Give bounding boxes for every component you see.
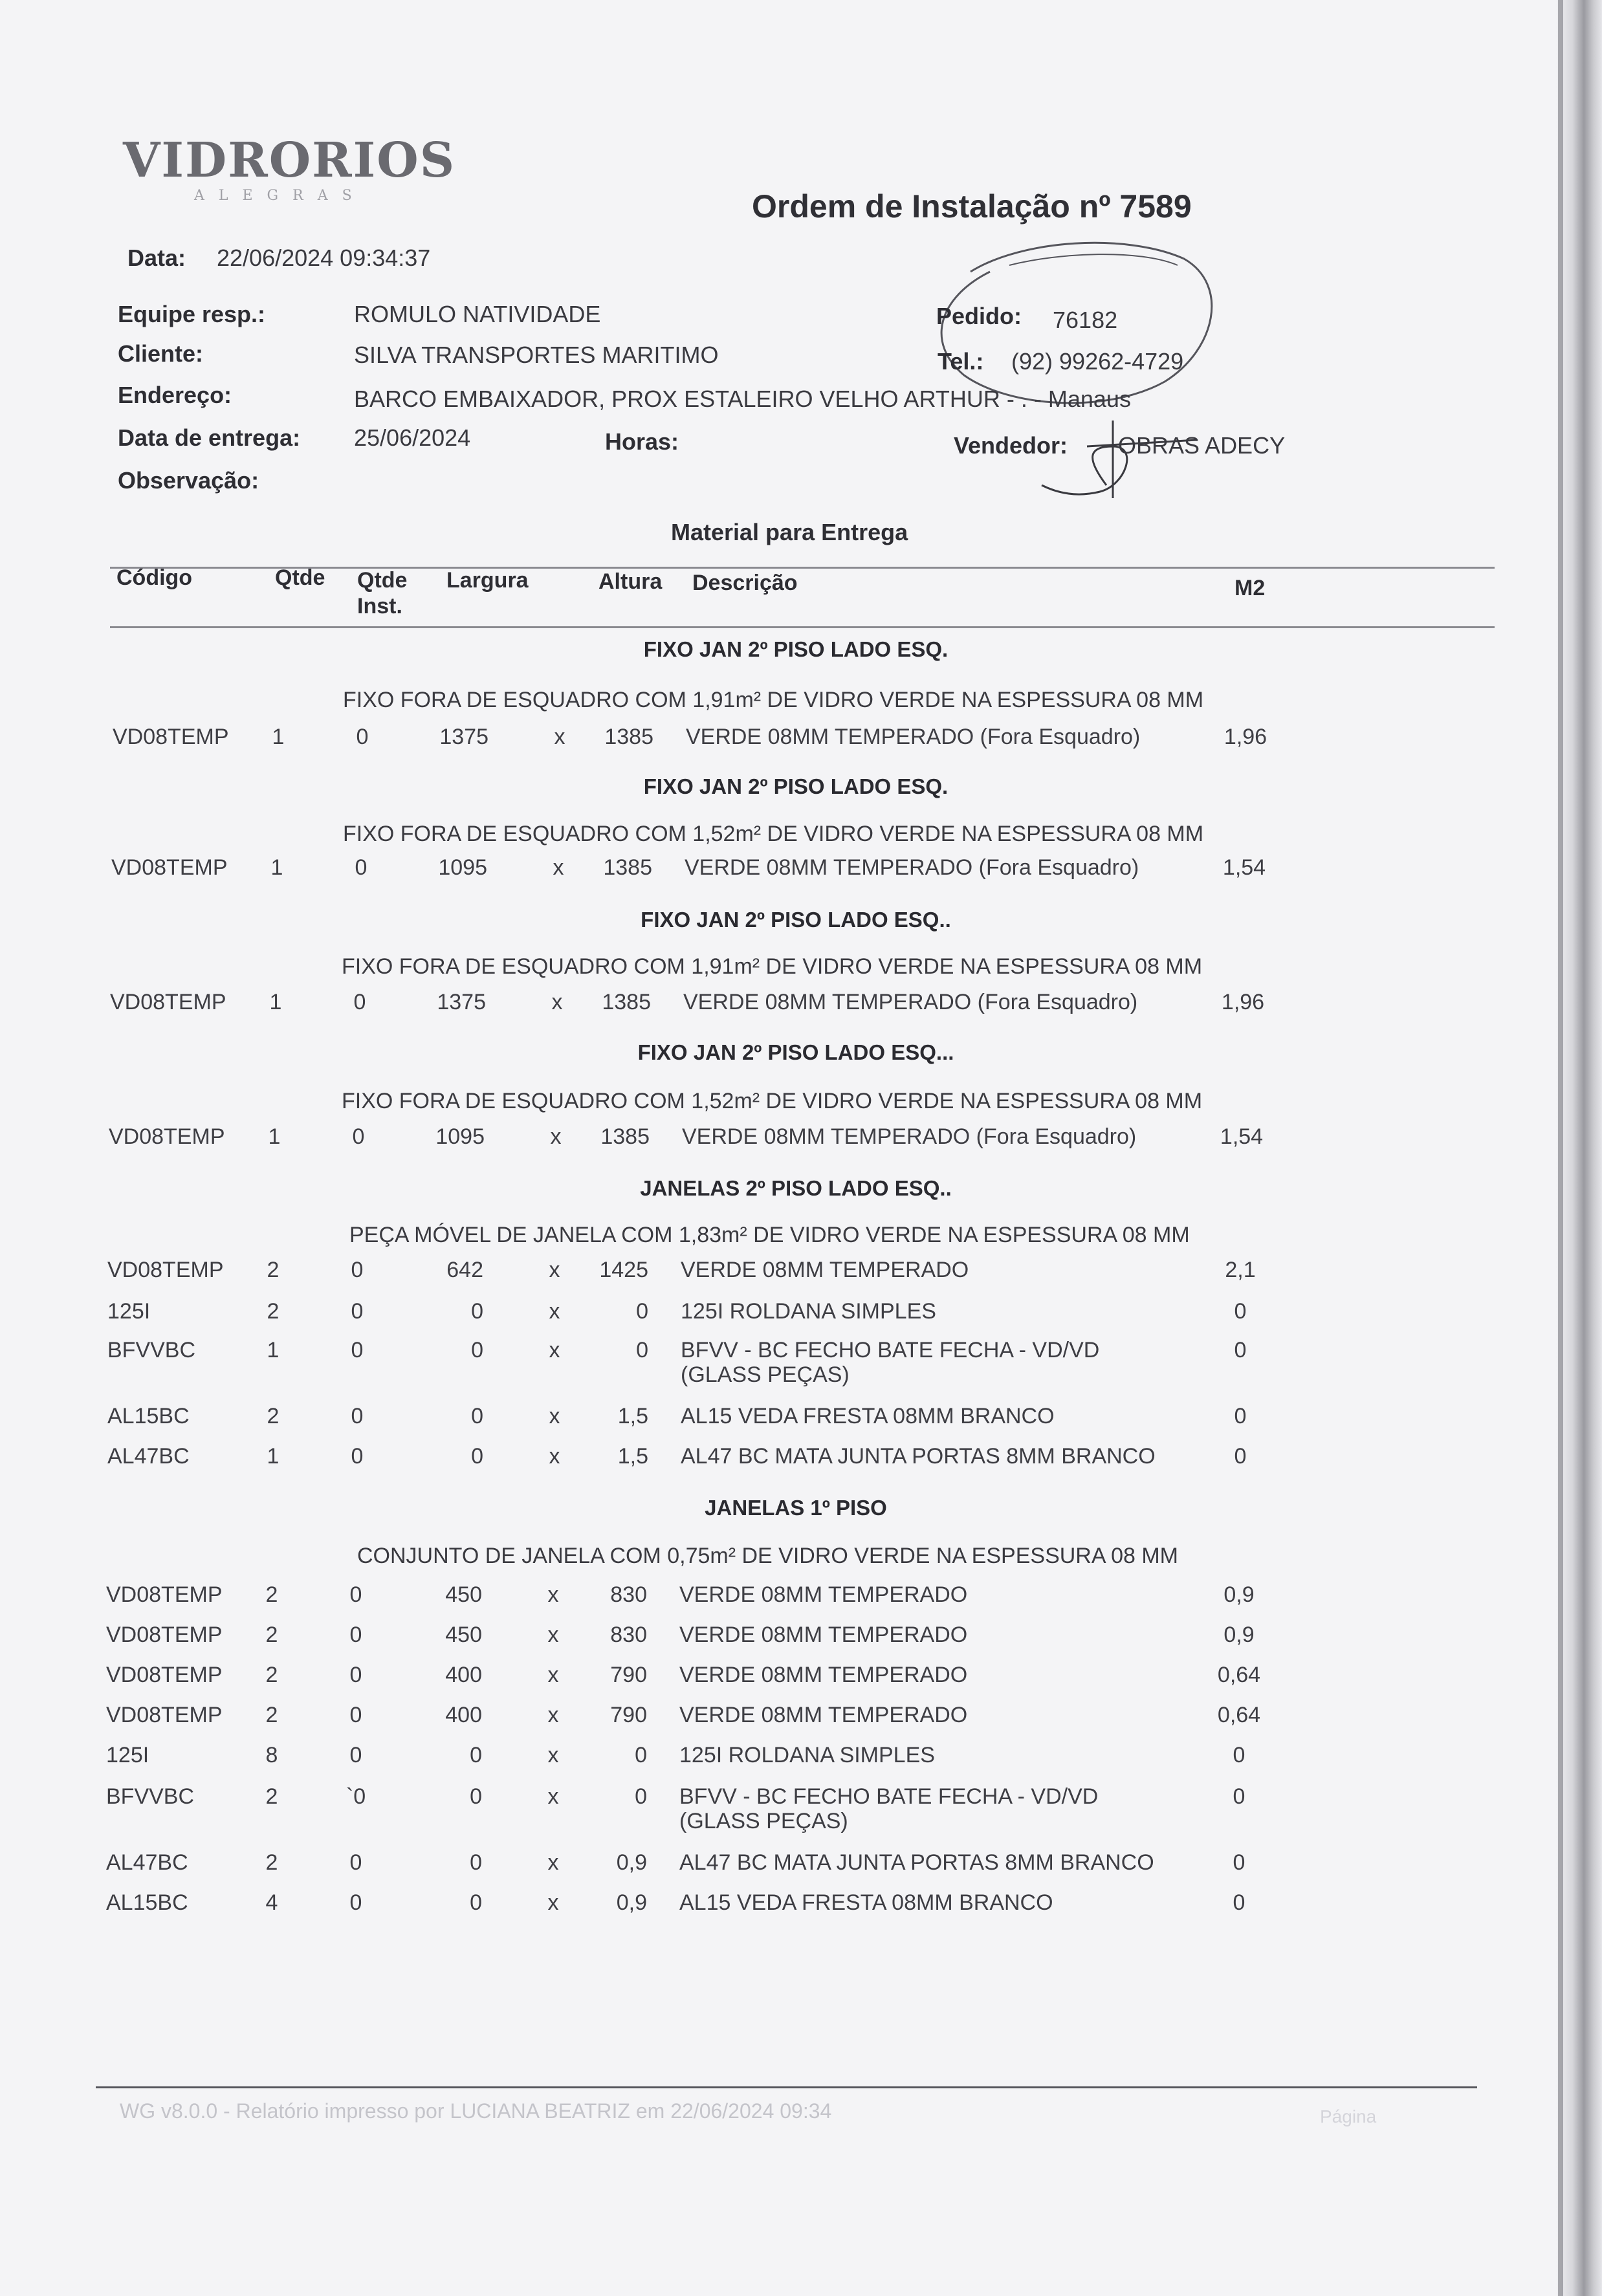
section-title: JANELAS 2º PISO LADO ESQ.. bbox=[640, 1176, 952, 1200]
table-cell-codigo: 125I bbox=[107, 1299, 151, 1324]
table-cell-codigo: BFVVBC bbox=[106, 1784, 195, 1809]
client-label: Cliente: bbox=[118, 340, 204, 367]
table-cell-codigo: VD08TEMP bbox=[106, 1703, 223, 1727]
table-cell-m2: 0 bbox=[1234, 1338, 1247, 1362]
order-label: Pedido: bbox=[936, 303, 1022, 329]
table-cell-m2: 0 bbox=[1234, 1404, 1247, 1428]
table-cell-descricao: AL47 BC MATA JUNTA PORTAS 8MM BRANCO bbox=[681, 1444, 1156, 1469]
table-cell-x: x bbox=[549, 1444, 560, 1469]
table-cell-codigo: VD08TEMP bbox=[106, 1663, 223, 1687]
table-cell-m2: 0,9 bbox=[1223, 1623, 1255, 1647]
table-cell-altura: 830 bbox=[610, 1623, 647, 1647]
table-cell-descricao: AL15 VEDA FRESTA 08MM BRANCO bbox=[681, 1404, 1055, 1428]
table-cell-qtde: 2 bbox=[265, 1784, 278, 1809]
table-cell-m2: 0 bbox=[1233, 1890, 1245, 1915]
table-cell-codigo: VD08TEMP bbox=[109, 1124, 225, 1149]
table-cell-x: x bbox=[547, 1703, 559, 1727]
table-cell-inst: 0 bbox=[352, 1124, 365, 1149]
table-cell-descricao: VERDE 08MM TEMPERADO (Fora Esquadro) bbox=[683, 990, 1138, 1014]
table-cell-m2: 1,96 bbox=[1221, 990, 1265, 1014]
table-cell-x: x bbox=[553, 855, 564, 880]
table-cell-x: x bbox=[549, 1258, 560, 1282]
table-cell-codigo: AL47BC bbox=[107, 1444, 190, 1469]
table-cell-inst: 0 bbox=[351, 1444, 364, 1469]
table-cell-x: x bbox=[549, 1299, 560, 1324]
signature-stamp bbox=[893, 213, 1255, 550]
scan-edge-line bbox=[1558, 0, 1563, 2296]
company-logo-sub: ALEGRAS bbox=[194, 188, 366, 204]
table-cell-codigo: AL15BC bbox=[106, 1890, 188, 1915]
table-cell-qtde: 2 bbox=[265, 1663, 278, 1687]
section-group-description: FIXO FORA DE ESQUADRO COM 1,52m² DE VIDRO VERDE NA ESPESSURA 08 MM bbox=[343, 822, 1204, 846]
table-cell-m2: 0 bbox=[1233, 1784, 1245, 1809]
table-cell-codigo: 125I bbox=[106, 1743, 149, 1767]
table-cell-largura: 0 bbox=[471, 1404, 483, 1428]
table-cell-m2: 1,54 bbox=[1220, 1124, 1264, 1149]
team-value: ROMULO NATIVIDADE bbox=[354, 301, 601, 327]
table-cell-m2: 1,96 bbox=[1223, 725, 1267, 749]
section-group-description: FIXO FORA DE ESQUADRO COM 1,91m² DE VIDRO VERDE NA ESPESSURA 08 MM bbox=[343, 688, 1204, 712]
footer-page: Página bbox=[1320, 2106, 1377, 2127]
section-title: FIXO JAN 2º PISO LADO ESQ. bbox=[643, 637, 949, 661]
table-cell-qtde: 1 bbox=[267, 1338, 280, 1362]
table-cell-qtde: 8 bbox=[265, 1743, 278, 1767]
table-cell-inst: 0 bbox=[351, 1258, 364, 1282]
col-altura: Altura bbox=[598, 569, 663, 594]
observation-label: Observação: bbox=[118, 467, 259, 494]
table-cell-qtde: 2 bbox=[267, 1299, 280, 1324]
table-cell-altura: 0 bbox=[636, 1338, 648, 1362]
delivery-date-value: 25/06/2024 bbox=[354, 424, 471, 451]
table-cell-largura: 400 bbox=[445, 1663, 482, 1687]
table-cell-inst: 0 bbox=[349, 1890, 362, 1915]
table-cell-x: x bbox=[549, 1338, 560, 1362]
table-cell-inst: 0 bbox=[349, 1850, 362, 1875]
table-cell-largura: 0 bbox=[471, 1338, 483, 1362]
table-cell-codigo: VD08TEMP bbox=[113, 725, 229, 749]
table-cell-codigo: VD08TEMP bbox=[107, 1258, 224, 1282]
table-cell-inst: 0 bbox=[349, 1743, 362, 1767]
table-cell-inst: 0 bbox=[351, 1299, 364, 1324]
table-cell-qtde: 2 bbox=[265, 1850, 278, 1875]
table-cell-qtde: 2 bbox=[265, 1582, 278, 1607]
table-cell-descricao: VERDE 08MM TEMPERADO (Fora Esquadro) bbox=[682, 1124, 1137, 1149]
table-cell-codigo: AL47BC bbox=[106, 1850, 188, 1875]
seller-label: Vendedor: bbox=[954, 432, 1068, 459]
col-qtde-inst-2: Inst. bbox=[357, 594, 402, 618]
hours-label: Horas: bbox=[605, 428, 679, 455]
table-cell-descricao: BFVV - BC FECHO BATE FECHA - VD/VD bbox=[681, 1338, 1100, 1362]
table-cell-largura: 450 bbox=[445, 1582, 482, 1607]
table-cell-x: x bbox=[547, 1850, 559, 1875]
table-cell-m2: 0 bbox=[1234, 1444, 1247, 1469]
section-group-description: FIXO FORA DE ESQUADRO COM 1,52m² DE VIDRO VERDE NA ESPESSURA 08 MM bbox=[342, 1089, 1203, 1113]
col-descricao: Descrição bbox=[692, 571, 798, 595]
col-m2: M2 bbox=[1234, 576, 1266, 600]
table-cell-largura: 1375 bbox=[439, 725, 488, 749]
col-qtde-inst: Qtde bbox=[357, 568, 408, 593]
section-group-description: CONJUNTO DE JANELA COM 0,75m² DE VIDRO VERDE NA ESPESSURA 08 MM bbox=[357, 1544, 1179, 1568]
table-cell-altura: 1,5 bbox=[617, 1444, 648, 1469]
section-group-description: PEÇA MÓVEL DE JANELA COM 1,83m² DE VIDRO VERDE NA ESPESSURA 08 MM bbox=[349, 1223, 1190, 1247]
table-cell-altura: 790 bbox=[610, 1663, 647, 1687]
table-cell-largura: 1095 bbox=[435, 1124, 485, 1149]
table-cell-qtde: 1 bbox=[272, 725, 285, 749]
table-cell-x: x bbox=[554, 725, 565, 749]
phone-value: (92) 99262-4729 bbox=[1011, 348, 1184, 375]
phone-label: Tel.: bbox=[938, 348, 984, 375]
table-cell-altura: 1385 bbox=[600, 1124, 650, 1149]
table-cell-inst: 0 bbox=[355, 855, 368, 880]
table-cell-qtde: 1 bbox=[269, 990, 282, 1014]
table-cell-descricao: VERDE 08MM TEMPERADO (Fora Esquadro) bbox=[686, 725, 1141, 749]
table-cell-altura: 1425 bbox=[599, 1258, 648, 1282]
table-cell-descricao: VERDE 08MM TEMPERADO bbox=[679, 1582, 968, 1607]
table-cell-descricao: 125I ROLDANA SIMPLES bbox=[679, 1743, 935, 1767]
date-value: 22/06/2024 09:34:37 bbox=[217, 245, 431, 271]
table-cell-inst: `0 bbox=[346, 1784, 366, 1809]
table-cell-descricao-line2: (GLASS PEÇAS) bbox=[679, 1809, 848, 1833]
table-cell-altura: 0 bbox=[636, 1299, 648, 1324]
table-cell-largura: 0 bbox=[471, 1444, 483, 1469]
table-cell-descricao: 125I ROLDANA SIMPLES bbox=[681, 1299, 936, 1324]
section-group-description: FIXO FORA DE ESQUADRO COM 1,91m² DE VIDRO VERDE NA ESPESSURA 08 MM bbox=[342, 954, 1203, 979]
table-cell-codigo: VD08TEMP bbox=[111, 855, 228, 880]
table-cell-descricao: VERDE 08MM TEMPERADO bbox=[679, 1703, 968, 1727]
table-cell-qtde: 2 bbox=[267, 1258, 280, 1282]
table-cell-codigo: AL15BC bbox=[107, 1404, 190, 1428]
table-cell-qtde: 4 bbox=[265, 1890, 278, 1915]
table-cell-altura: 0 bbox=[635, 1784, 647, 1809]
seller-value: OBRAS ADECY bbox=[1118, 432, 1286, 459]
table-cell-inst: 0 bbox=[351, 1404, 364, 1428]
scan-edge-shadow bbox=[1557, 0, 1602, 2296]
table-cell-inst: 0 bbox=[356, 725, 369, 749]
table-cell-m2: 0 bbox=[1233, 1743, 1245, 1767]
col-largura: Largura bbox=[446, 568, 529, 593]
footer-text: WG v8.0.0 - Relatório impresso por LUCIANA BEATRIZ em 22/06/2024 09:34 bbox=[120, 2099, 832, 2123]
table-cell-m2: 0,9 bbox=[1223, 1582, 1255, 1607]
table-cell-largura: 0 bbox=[470, 1850, 482, 1875]
table-cell-x: x bbox=[551, 990, 563, 1014]
table-cell-altura: 1,5 bbox=[617, 1404, 648, 1428]
company-logo: VIDRORIOS bbox=[123, 133, 456, 188]
table-cell-descricao-line2: (GLASS PEÇAS) bbox=[681, 1362, 850, 1387]
section-title: FIXO JAN 2º PISO LADO ESQ. bbox=[643, 774, 949, 798]
table-cell-x: x bbox=[547, 1743, 559, 1767]
table-cell-x: x bbox=[549, 1404, 560, 1428]
table-cell-m2: 0 bbox=[1233, 1850, 1245, 1875]
table-cell-descricao: VERDE 08MM TEMPERADO bbox=[679, 1663, 968, 1687]
table-cell-m2: 0,64 bbox=[1217, 1663, 1261, 1687]
section-title: FIXO JAN 2º PISO LADO ESQ... bbox=[637, 1040, 954, 1064]
col-qtde: Qtde bbox=[275, 565, 325, 590]
team-label: Equipe resp.: bbox=[118, 301, 266, 327]
table-cell-inst: 0 bbox=[349, 1582, 362, 1607]
client-value: SILVA TRANSPORTES MARITIMO bbox=[354, 342, 719, 368]
table-cell-inst: 0 bbox=[349, 1703, 362, 1727]
table-cell-x: x bbox=[547, 1582, 559, 1607]
table-cell-descricao: VERDE 08MM TEMPERADO bbox=[681, 1258, 969, 1282]
table-cell-descricao: AL15 VEDA FRESTA 08MM BRANCO bbox=[679, 1890, 1053, 1915]
section-title: FIXO JAN 2º PISO LADO ESQ.. bbox=[641, 908, 951, 932]
table-cell-codigo: VD08TEMP bbox=[106, 1582, 223, 1607]
document-title: Ordem de Instalação nº 7589 bbox=[752, 188, 1192, 224]
address-label: Endereço: bbox=[118, 382, 232, 408]
table-cell-inst: 0 bbox=[349, 1663, 362, 1687]
table-cell-altura: 790 bbox=[610, 1703, 647, 1727]
section-title: JANELAS 1º PISO bbox=[705, 1496, 887, 1520]
table-cell-largura: 400 bbox=[445, 1703, 482, 1727]
table-cell-x: x bbox=[547, 1663, 559, 1687]
table-cell-inst: 0 bbox=[351, 1338, 364, 1362]
table-cell-altura: 1385 bbox=[602, 990, 651, 1014]
material-heading: Material para Entrega bbox=[671, 519, 908, 545]
table-cell-codigo: VD08TEMP bbox=[110, 990, 226, 1014]
table-cell-altura: 0,9 bbox=[616, 1850, 647, 1875]
table-cell-inst: 0 bbox=[353, 990, 366, 1014]
table-cell-m2: 0 bbox=[1234, 1299, 1247, 1324]
table-cell-m2: 2,1 bbox=[1225, 1258, 1256, 1282]
date-label: Data: bbox=[127, 245, 186, 271]
table-cell-largura: 450 bbox=[445, 1623, 482, 1647]
table-cell-qtde: 2 bbox=[267, 1404, 280, 1428]
table-cell-altura: 0,9 bbox=[616, 1890, 647, 1915]
delivery-date-label: Data de entrega: bbox=[118, 424, 301, 451]
table-cell-qtde: 1 bbox=[270, 855, 283, 880]
table-cell-x: x bbox=[547, 1890, 559, 1915]
table-cell-largura: 0 bbox=[470, 1890, 482, 1915]
table-cell-largura: 1095 bbox=[438, 855, 487, 880]
table-cell-altura: 1385 bbox=[604, 725, 653, 749]
table-cell-largura: 0 bbox=[471, 1299, 483, 1324]
address-value: BARCO EMBAIXADOR, PROX ESTALEIRO VELHO ARTHUR - . - Manaus bbox=[354, 386, 1131, 412]
table-cell-descricao: VERDE 08MM TEMPERADO bbox=[679, 1623, 968, 1647]
table-cell-qtde: 1 bbox=[268, 1124, 281, 1149]
table-cell-m2: 1,54 bbox=[1222, 855, 1266, 880]
table-cell-x: x bbox=[547, 1623, 559, 1647]
table-cell-codigo: VD08TEMP bbox=[106, 1623, 223, 1647]
table-cell-descricao: AL47 BC MATA JUNTA PORTAS 8MM BRANCO bbox=[679, 1850, 1154, 1875]
table-cell-codigo: BFVVBC bbox=[107, 1338, 196, 1362]
table-cell-largura: 0 bbox=[470, 1743, 482, 1767]
col-codigo: Código bbox=[116, 565, 193, 590]
table-cell-x: x bbox=[547, 1784, 559, 1809]
table-cell-m2: 0,64 bbox=[1217, 1703, 1261, 1727]
table-cell-qtde: 1 bbox=[267, 1444, 280, 1469]
table-cell-descricao: BFVV - BC FECHO BATE FECHA - VD/VD bbox=[679, 1784, 1099, 1809]
table-cell-largura: 0 bbox=[470, 1784, 482, 1809]
footer-rule bbox=[96, 2086, 1477, 2088]
table-cell-largura: 642 bbox=[446, 1258, 483, 1282]
table-cell-altura: 1385 bbox=[603, 855, 652, 880]
table-cell-qtde: 2 bbox=[265, 1623, 278, 1647]
table-cell-inst: 0 bbox=[349, 1623, 362, 1647]
order-value: 76182 bbox=[1053, 307, 1118, 333]
table-header-rule bbox=[110, 626, 1495, 628]
table-cell-altura: 0 bbox=[635, 1743, 647, 1767]
table-cell-qtde: 2 bbox=[265, 1703, 278, 1727]
table-cell-largura: 1375 bbox=[437, 990, 486, 1014]
table-cell-altura: 830 bbox=[610, 1582, 647, 1607]
table-cell-descricao: VERDE 08MM TEMPERADO (Fora Esquadro) bbox=[685, 855, 1139, 880]
table-cell-x: x bbox=[550, 1124, 562, 1149]
